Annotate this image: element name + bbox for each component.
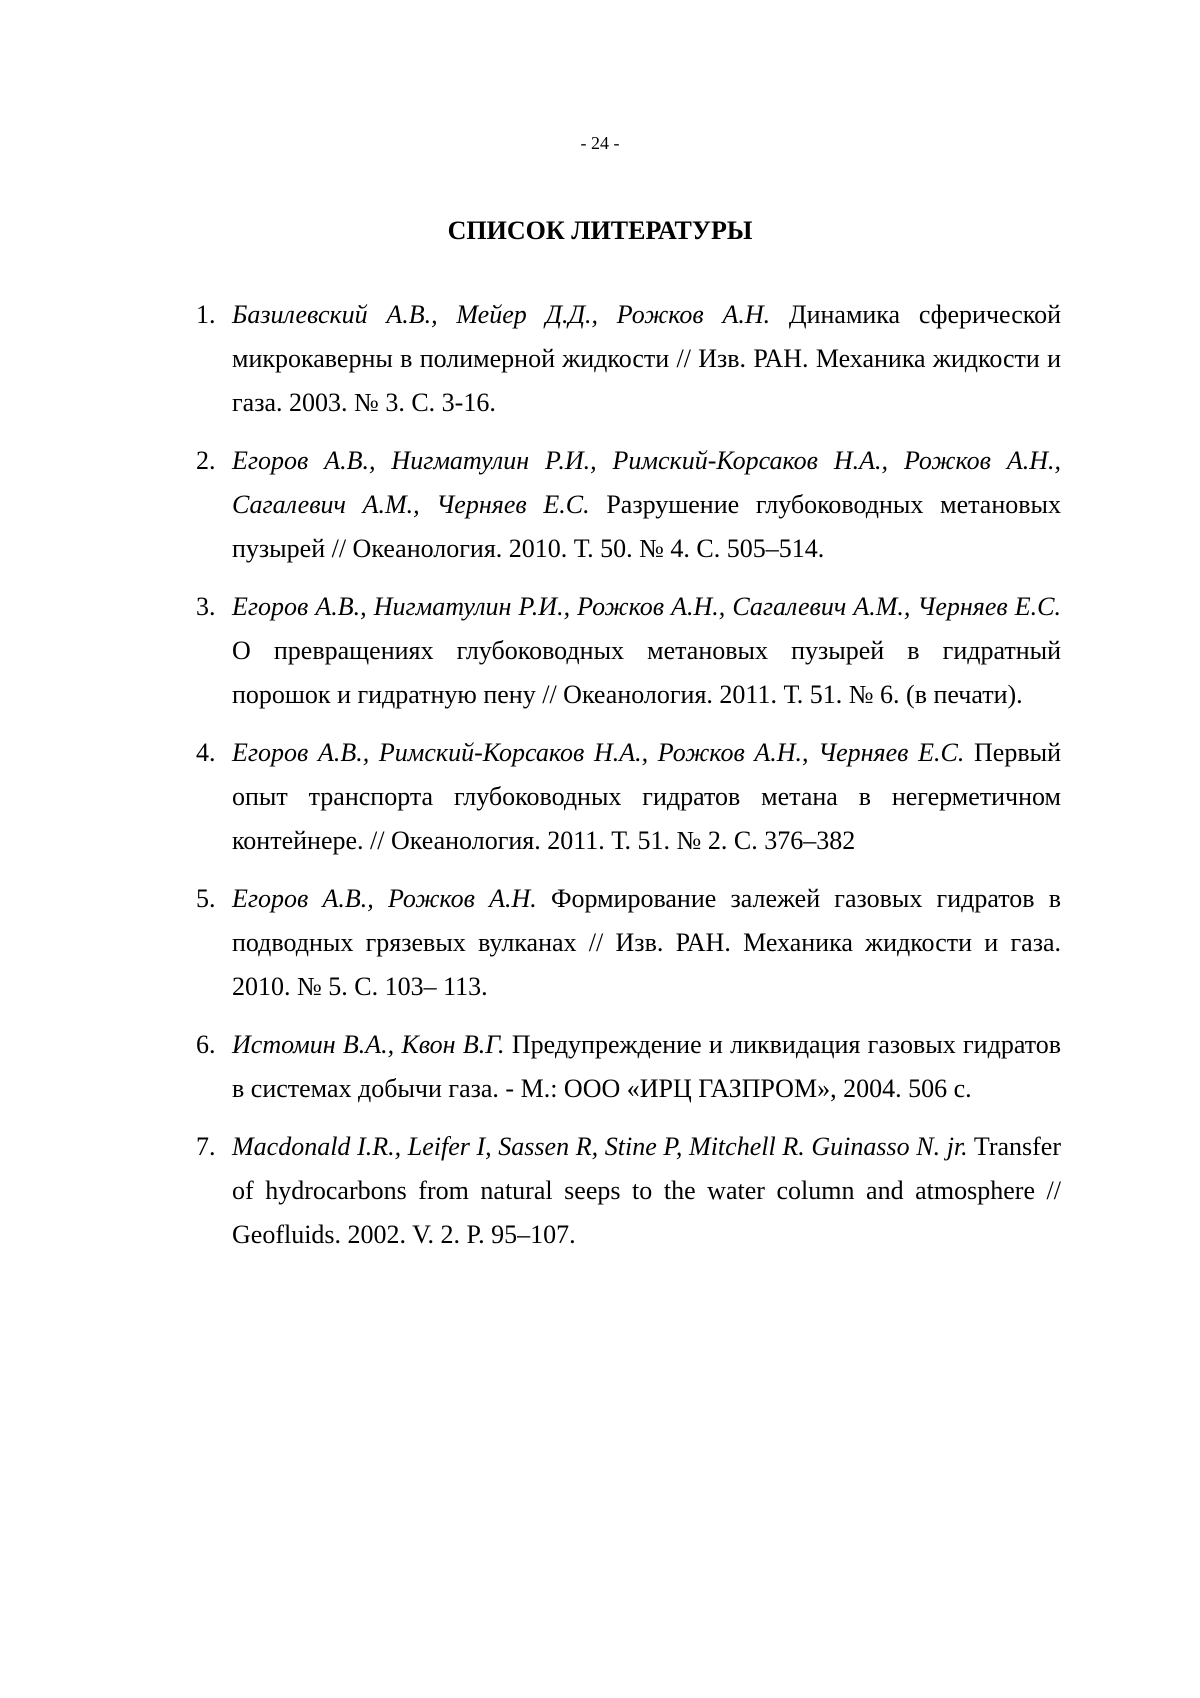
reference-item	[196, 1023, 1061, 1111]
page-title: СПИСОК ЛИТЕРАТУРЫ	[447, 216, 753, 245]
reference-item	[196, 439, 1061, 571]
reference-authors: Егоров А.В., Римский-Корсаков Н.А., Рожков А.Н., Черняев Е.С.	[232, 738, 965, 767]
reference-item	[196, 585, 1061, 717]
reference-number: 7.	[196, 1132, 216, 1161]
reference-authors: Егоров А.В., Нигматулин Р.И., Римский-Корсаков Н.А., Рожков А.Н., Сагалевич А.М., Черняев Е.С.	[232, 446, 1061, 519]
reference-text: Динамика сферической микрокаверны в полимерной жидкости // Изв. РАН. Механика жидкости и газа. 2003. № 3. С. 3-16.	[232, 300, 1062, 417]
reference-number: 3.	[196, 592, 216, 621]
reference-authors: Егоров А.В., Рожков А.Н.	[232, 884, 537, 913]
reference-number: 2.	[196, 446, 216, 475]
reference-authors: Истомин В.А., Квон В.Г.	[232, 1030, 505, 1059]
reference-text: Предупреждение и ликвидация газовых гидратов в системах добычи газа. - М.: ООО «ИРЦ ГАЗПРОМ», 2004. 506 с.	[232, 1030, 1061, 1103]
reference-number: 6.	[196, 1030, 216, 1059]
reference-text: Формирование залежей газовых гидратов в подводных грязевых вулканах // Изв. РАН. Механика жидкости и газа. 2010. № 5. С. 103– 113.	[232, 884, 1061, 1001]
reference-item	[196, 293, 1061, 425]
reference-list	[196, 293, 1061, 1271]
reference-text: Разрушение глубоководных метановых пузырей // Океанология. 2010. Т. 50. № 4. С. 505–514.	[232, 490, 1061, 563]
reference-item	[196, 731, 1061, 863]
reference-text: Transfer of hydrocarbons from natural seeps to the water column and atmosphere // Geofluids. 2002. V. 2. P. 95–107.	[232, 1132, 1061, 1249]
reference-item	[196, 1125, 1061, 1257]
page-number: - 24 -	[580, 133, 620, 153]
reference-text: О превращениях глубоководных метановых пузырей в гидратный порошок и гидратную пену // Океанология. 2011. Т. 51. № 6. (в печати).	[232, 636, 1061, 709]
reference-authors: Егоров А.В., Нигматулин Р.И., Рожков А.Н., Сагалевич А.М., Черняев Е.С.	[232, 592, 1061, 621]
reference-item	[196, 877, 1061, 1009]
reference-number: 4.	[196, 738, 216, 767]
reference-text: Первый опыт транспорта глубоководных гидратов метана в негерметичном контейнере. // Океанология. 2011. Т. 51. № 2. С. 376–382	[232, 738, 1061, 855]
reference-authors: Macdonald I.R., Leifer I, Sassen R, Stine P, Mitchell R. Guinasso N. jr.	[232, 1132, 968, 1161]
reference-number: 5.	[196, 884, 216, 913]
reference-number: 1.	[196, 300, 216, 329]
reference-authors: Базилевский А.В., Мейер Д.Д., Рожков А.Н.	[232, 300, 771, 329]
